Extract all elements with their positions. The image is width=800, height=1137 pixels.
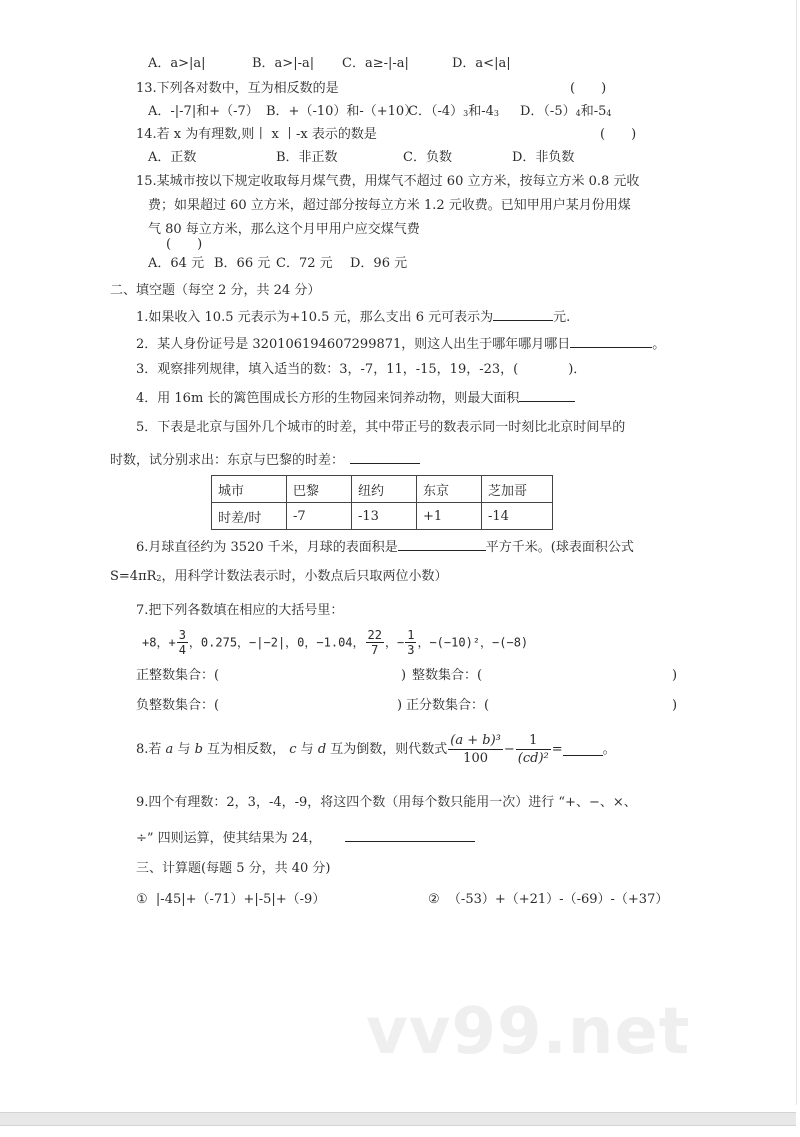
q12-option-d: D．a<|a| — [452, 56, 511, 71]
q15-answer-paren: ( ) — [166, 237, 203, 252]
q13-stem: 13.下列各对数中，互为相反数的是 — [136, 81, 339, 96]
set-positive-integers-close: ) — [401, 668, 407, 683]
q14-option-b: B．非正数 — [276, 150, 338, 165]
set-positive-fractions: 正分数集合：( — [406, 698, 490, 713]
q15-line-1: 15.某城市按以下规定收取每月煤气费，用煤气不超过 60 立方米，按每立方米 0.8 元收 — [136, 174, 640, 189]
table-cell: 时差/时 — [212, 503, 287, 530]
table-cell: 东京 — [417, 476, 482, 503]
horizontal-scrollbar[interactable] — [0, 1112, 796, 1126]
q14-option-d: D．非负数 — [512, 150, 575, 165]
set-positive-integers: 正整数集合：( — [136, 668, 220, 683]
fill-q7-numbers: +8，+ $\frac{3}{4}$ ，0.275，−|−2|，0，−1.04， $\frac{22}{7}$ ，− $\frac{1}{3}$ ，−(−10)²，−(−8) — [142, 628, 529, 657]
fill-q5-blank[interactable] — [350, 451, 420, 464]
q13-option-c: C．$(-4)_3$和$-4_3$ — [408, 104, 499, 119]
q12-option-b: B．a>|-a| — [252, 56, 315, 71]
fill-q6-line-1: 6.月球直径约为 3520 千米，月球的表面积是 平方千米。(球表面积公式 — [136, 540, 634, 555]
watermark: vv99.net — [366, 995, 691, 1069]
fill-q5-line-1: 5．下表是北京与国外几个城市的时差，其中带正号的数表示同一时刻比北京时间早的 — [136, 420, 626, 435]
q15-option-d: D．96 元 — [350, 256, 408, 271]
set-positive-fractions-close: ) — [672, 698, 678, 713]
fill-q3: 3．观察排列规律，填入适当的数：3，-7，11，-15，19，-23，( )． — [136, 362, 587, 377]
q14-option-c: C．负数 — [403, 150, 452, 165]
q13-answer-paren: ( ) — [570, 81, 607, 96]
fill-q1: 1.如果收入 10.5 元表示为+10.5 元，那么支出 6 元可表示为 元. — [136, 310, 571, 325]
q12-option-c: C．a≥-|-a| — [342, 56, 409, 71]
section-3-title: 三、计算题(每题 5 分，共 40 分) — [136, 861, 331, 876]
set-negative-integers: 负整数集合：( — [136, 698, 220, 713]
q14-option-a: A．正数 — [148, 150, 197, 165]
table-row — [212, 503, 553, 530]
fill-q8: 8.若 a 与 b 互为相反数， c 与 d 互为倒数，则代数式 $\frac{\text{(a + b)³}}{100}$ − $\frac{1}{\text{(cd)²}}$ = 。 — [136, 733, 616, 766]
fill-q9-line-2: ÷” 四则运算，使其结果为 24， — [136, 829, 475, 847]
table-cell: 城市 — [212, 476, 287, 503]
calc-problem-1: ① |-45|+（-71）+|-5|+（-9） — [136, 892, 326, 907]
fill-q8-blank[interactable] — [563, 743, 603, 756]
time-difference-table — [211, 475, 553, 530]
fill-q9-line-1: 9.四个有理数：2，3，-4，-9，将这四个数（用每个数只能用一次）进行 “+、−、×、 — [136, 795, 637, 810]
q13-option-d: D．$(-5)_4$和$-5_4$ — [520, 104, 612, 119]
fill-q4: 4．用 16m 长的篱笆围成长方形的生物园来饲养动物，则最大面积 — [136, 389, 575, 407]
table-header-row — [212, 476, 553, 503]
q15-option-a: A．64 元 — [148, 256, 205, 271]
set-integers: 整数集合：( — [412, 668, 483, 683]
table-cell: 巴黎 — [287, 476, 352, 503]
fill-q5-line-2: 时数，试分别求出：东京与巴黎的时差： — [110, 451, 420, 469]
q15-option-b: B．66 元 — [214, 256, 271, 271]
fill-q6-line-2: $S=4\pi R_2$，用科学计数法表示时，小数点后只取两位小数） — [110, 569, 448, 584]
fill-q6-blank[interactable] — [398, 538, 486, 551]
fill-q9-blank[interactable] — [345, 829, 475, 842]
table-cell: 纽约 — [352, 476, 417, 503]
fill-q2-blank[interactable] — [570, 335, 652, 348]
table-cell: -7 — [287, 503, 352, 530]
problem-number: ② — [428, 892, 440, 907]
q15-line-2: 费；如果超过 60 立方米，超过部分按每立方米 1.2 元收费。已知甲用户某月份用煤 — [148, 198, 631, 213]
q12-option-a: A．a>|a| — [148, 56, 206, 71]
problem-number: ① — [136, 892, 148, 907]
q15-option-c: C．72 元 — [276, 256, 333, 271]
table-cell: 芝加哥 — [482, 476, 553, 503]
section-2-title: 二、填空题（每空 2 分，共 24 分） — [110, 283, 321, 298]
q14-stem: 14.若 x 为有理数,则丨 x 丨-x 表示的数是 — [136, 127, 377, 142]
q14-answer-paren: ( ) — [600, 127, 637, 142]
table-cell: -13 — [352, 503, 417, 530]
fill-q2: 2．某人身份证号是 320106194607299871，则这人出生于哪年哪月哪日 。 — [136, 337, 666, 352]
fill-q1-blank[interactable] — [493, 308, 553, 321]
fill-q4-blank[interactable] — [519, 389, 575, 402]
table-cell: -14 — [482, 503, 553, 530]
set-negative-integers-close: ) — [397, 698, 403, 713]
set-integers-close: ) — [672, 668, 678, 683]
q13-option-a: A．-|-7|和+（-7） — [148, 104, 259, 119]
fill-q7-title: 7.把下列各数填在相应的大括号里： — [136, 603, 344, 618]
calc-problem-2: ② （-53）+（+21）-（-69）-（+37） — [428, 892, 669, 907]
table-cell: +1 — [417, 503, 482, 530]
q13-option-b: B．+（-10）和-（+10） — [266, 104, 418, 119]
q15-line-3: 气 80 每立方米，那么这个月甲用户应交煤气费 — [148, 222, 420, 237]
